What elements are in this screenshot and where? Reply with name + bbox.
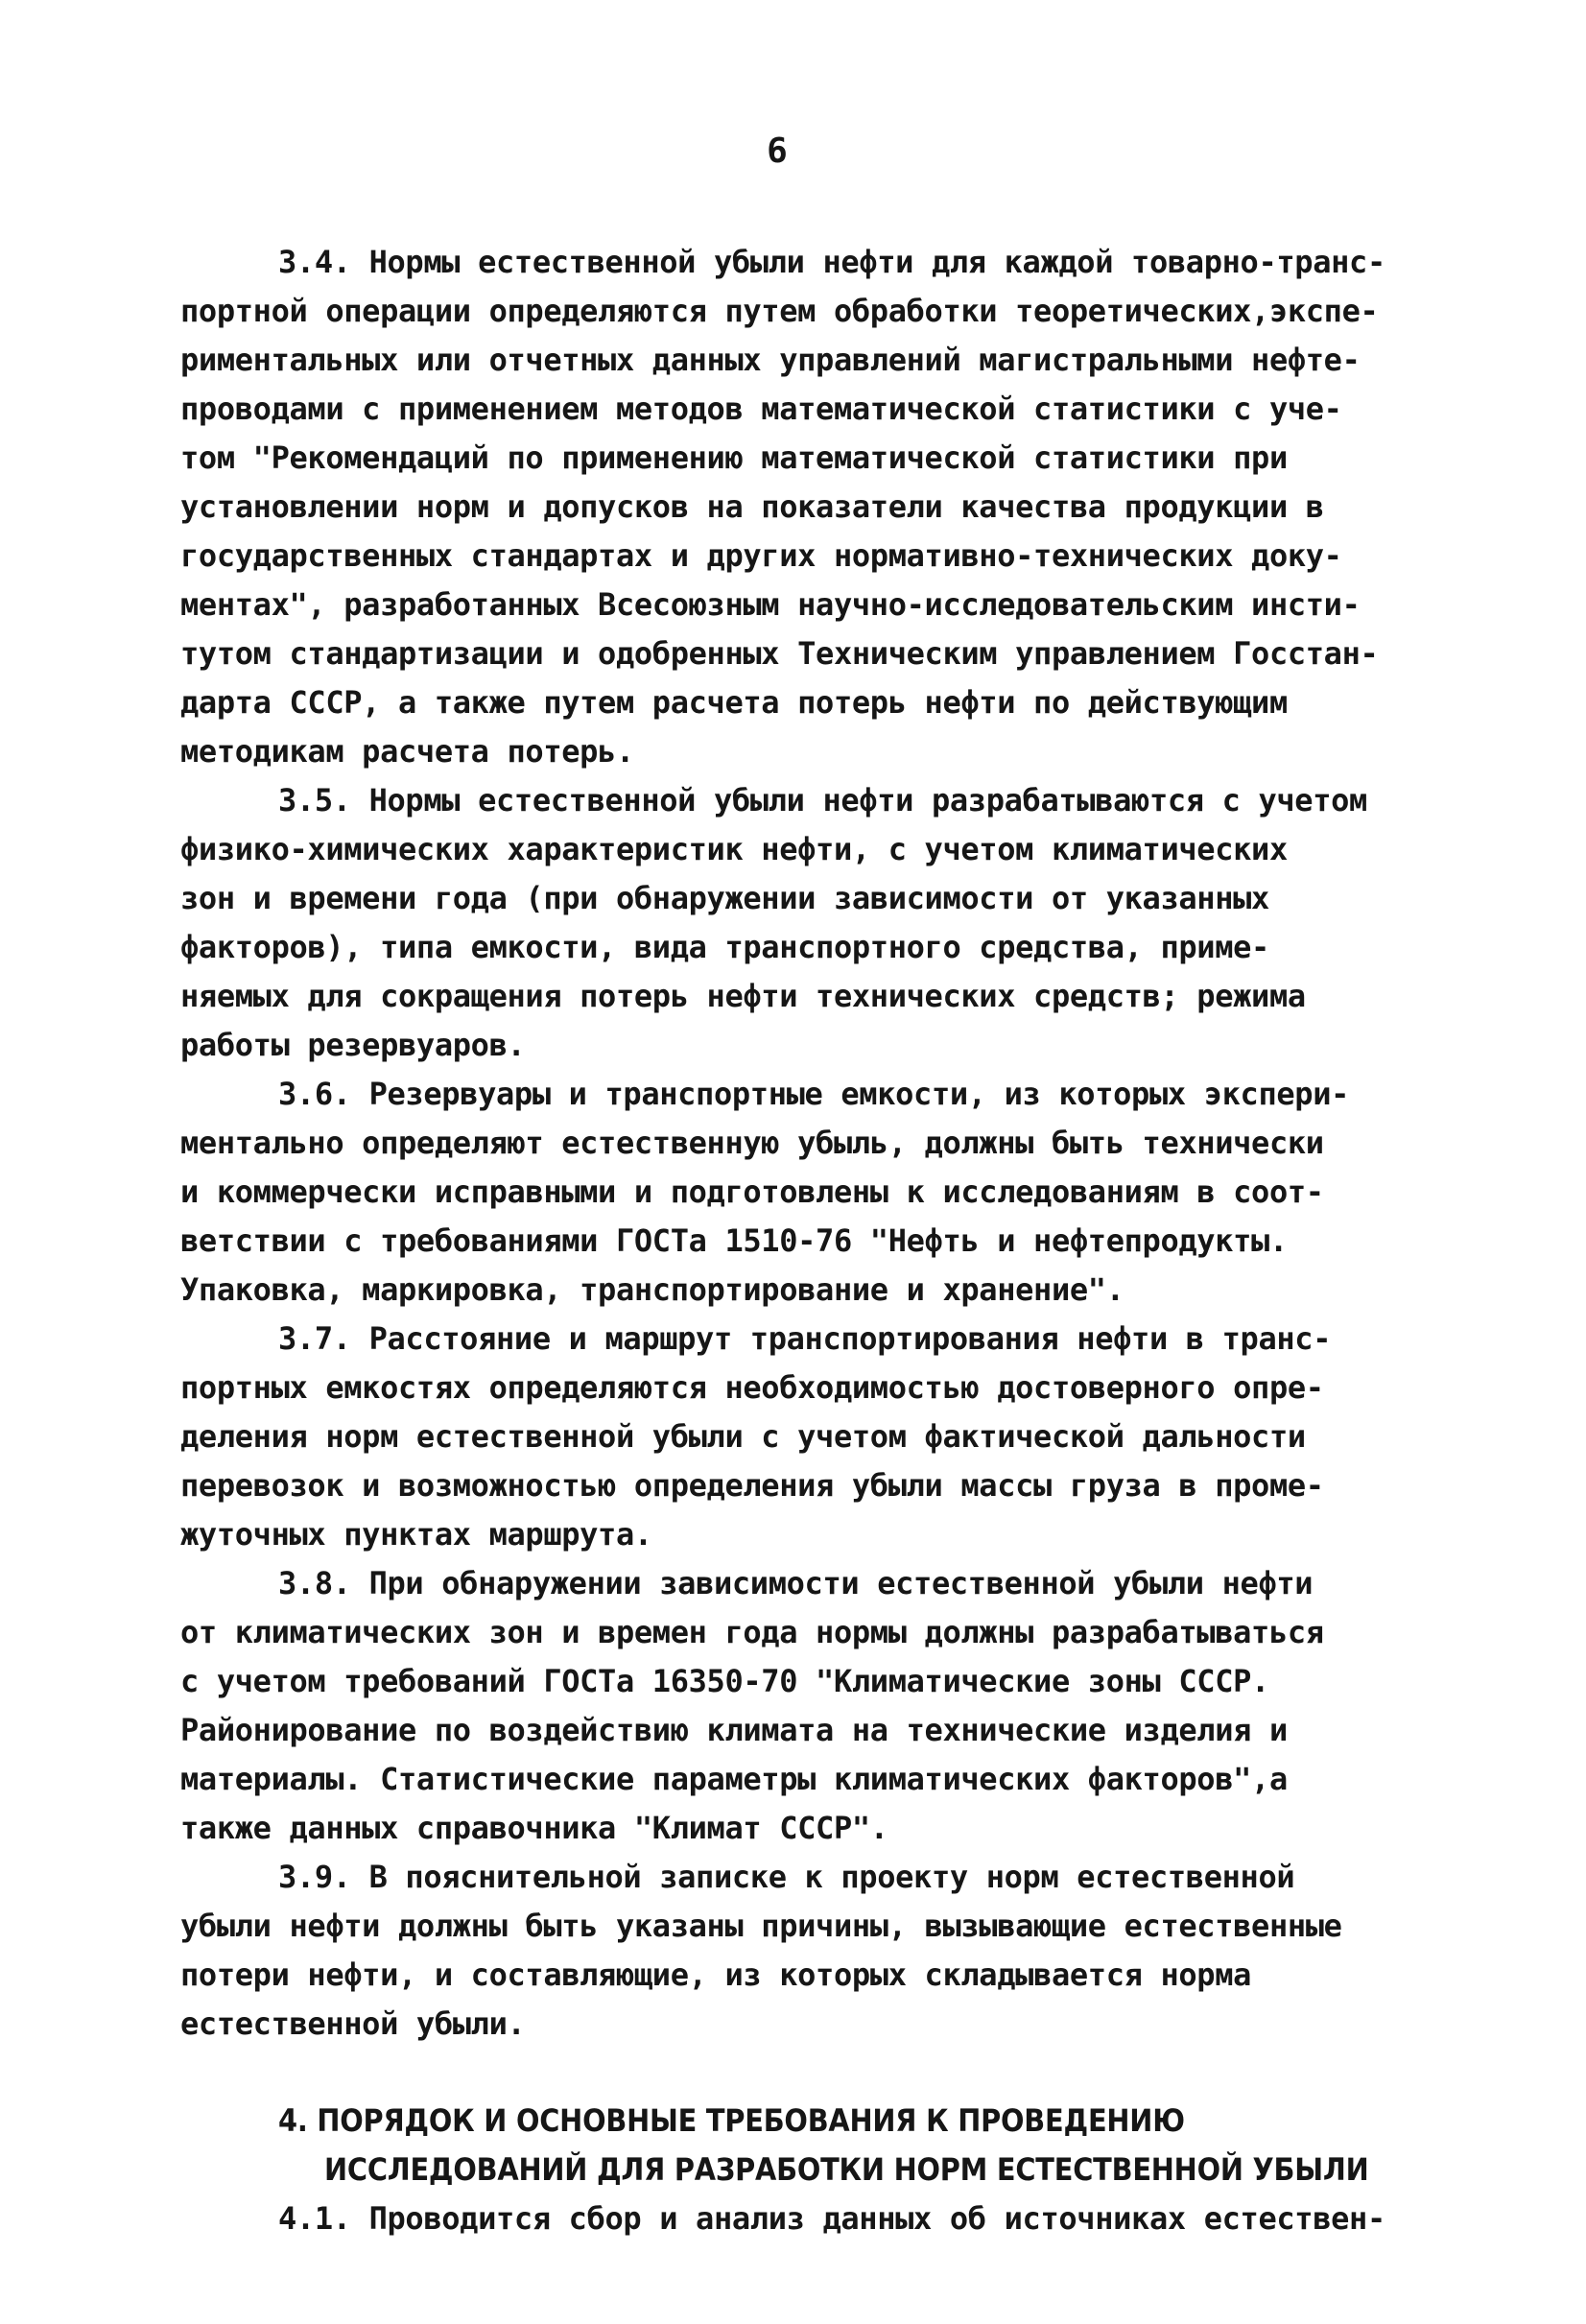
text-line: Упаковка, маркировка, транспортирование и хранение".	[180, 1271, 1124, 1308]
text-line: также данных справочника "Климат СССР".	[180, 1810, 888, 1846]
text-line: и коммерчески исправными и подготовлены к исследованиям в соот-	[180, 1174, 1324, 1210]
text-line: ветствии с требованиями ГОСТа 1510-76 "Нефть и нефтепродукты.	[180, 1222, 1288, 1259]
page-number: 6	[767, 131, 788, 171]
text-line: методикам расчета потерь.	[180, 733, 634, 770]
text-line: физико-химических характеристик нефти, с учетом климатических	[180, 831, 1288, 867]
text-line: 3.5. Нормы естественной убыли нефти разрабатываются с учетом	[278, 782, 1367, 818]
text-line: 3.4. Нормы естественной убыли нефти для каждой товарно-транс-	[278, 244, 1385, 280]
text-line: риментальных или отчетных данных управлений магистральными нефте-	[180, 342, 1361, 378]
text-line: ментально определяют естественную убыль, должны быть технически	[180, 1125, 1324, 1161]
text-line: портной операции определяются путем обработки теоретических,экспе-	[180, 293, 1379, 329]
text-line: няемых для сокращения потерь нефти технических средств; режима	[180, 978, 1306, 1014]
text-line: материалы. Статистические параметры климатических факторов",а	[180, 1761, 1288, 1797]
text-line: факторов), типа емкости, вида транспортного средства, приме-	[180, 929, 1269, 965]
text-line: 3.6. Резервуары и транспортные емкости, из которых экспери-	[278, 1076, 1350, 1112]
text-line: с учетом требований ГОСТа 16350-70 "Климатические зоны СССР.	[180, 1663, 1269, 1699]
text-line: портных емкостях определяются необходимостью достоверного опре-	[180, 1369, 1324, 1406]
text-line: убыли нефти должны быть указаны причины, вызывающие естественные	[180, 1908, 1342, 1944]
text-line: 3.9. В пояснительной записке к проекту норм естественной	[278, 1859, 1295, 1895]
text-line: работы резервуаров.	[180, 1027, 526, 1063]
text-line: государственных стандартах и других нормативно-технических доку-	[180, 537, 1342, 574]
text-line: 4.1. Проводится сбор и анализ данных об источниках естествен-	[278, 2200, 1385, 2237]
section-heading: 4. ПОРЯДОК И ОСНОВНЫЕ ТРЕБОВАНИЯ К ПРОВЕДЕНИЮ	[278, 2102, 1185, 2139]
text-line: проводами с применением методов математической статистики с уче-	[180, 391, 1342, 427]
text-line: от климатических зон и времен года нормы должны разрабатываться	[180, 1614, 1324, 1650]
text-line: жуточных пунктах маршрута.	[180, 1516, 652, 1553]
text-line: том "Рекомендаций по применению математической статистики при	[180, 439, 1288, 476]
text-line: 3.8. При обнаружении зависимости естественной убыли нефти	[278, 1565, 1314, 1601]
text-line: 3.7. Расстояние и маршрут транспортирования нефти в транс-	[278, 1320, 1332, 1357]
text-line: ментах", разработанных Всесоюзным научно-исследовательским инсти-	[180, 586, 1361, 623]
text-line: зон и времени года (при обнаружении зависимости от указанных	[180, 880, 1269, 916]
text-line: деления норм естественной убыли с учетом фактической дальности	[180, 1418, 1306, 1455]
text-line: потери нефти, и составляющие, из которых складывается норма	[180, 1956, 1252, 1993]
text-line: установлении норм и допусков на показатели качества продукции в	[180, 488, 1324, 525]
text-line: естественной убыли.	[180, 2005, 526, 2042]
text-line: дарта СССР, а также путем расчета потерь нефти по действующим	[180, 684, 1288, 721]
text-line: тутом стандартизации и одобренных Техническим управлением Госстан-	[180, 635, 1379, 672]
text-line: Районирование по воздействию климата на технические изделия и	[180, 1712, 1288, 1748]
section-heading: ИССЛЕДОВАНИЙ ДЛЯ РАЗРАБОТКИ НОРМ ЕСТЕСТВЕННОЙ УБЫЛИ	[324, 2151, 1369, 2188]
text-line: перевозок и возможностью определения убыли массы груза в проме-	[180, 1467, 1324, 1504]
